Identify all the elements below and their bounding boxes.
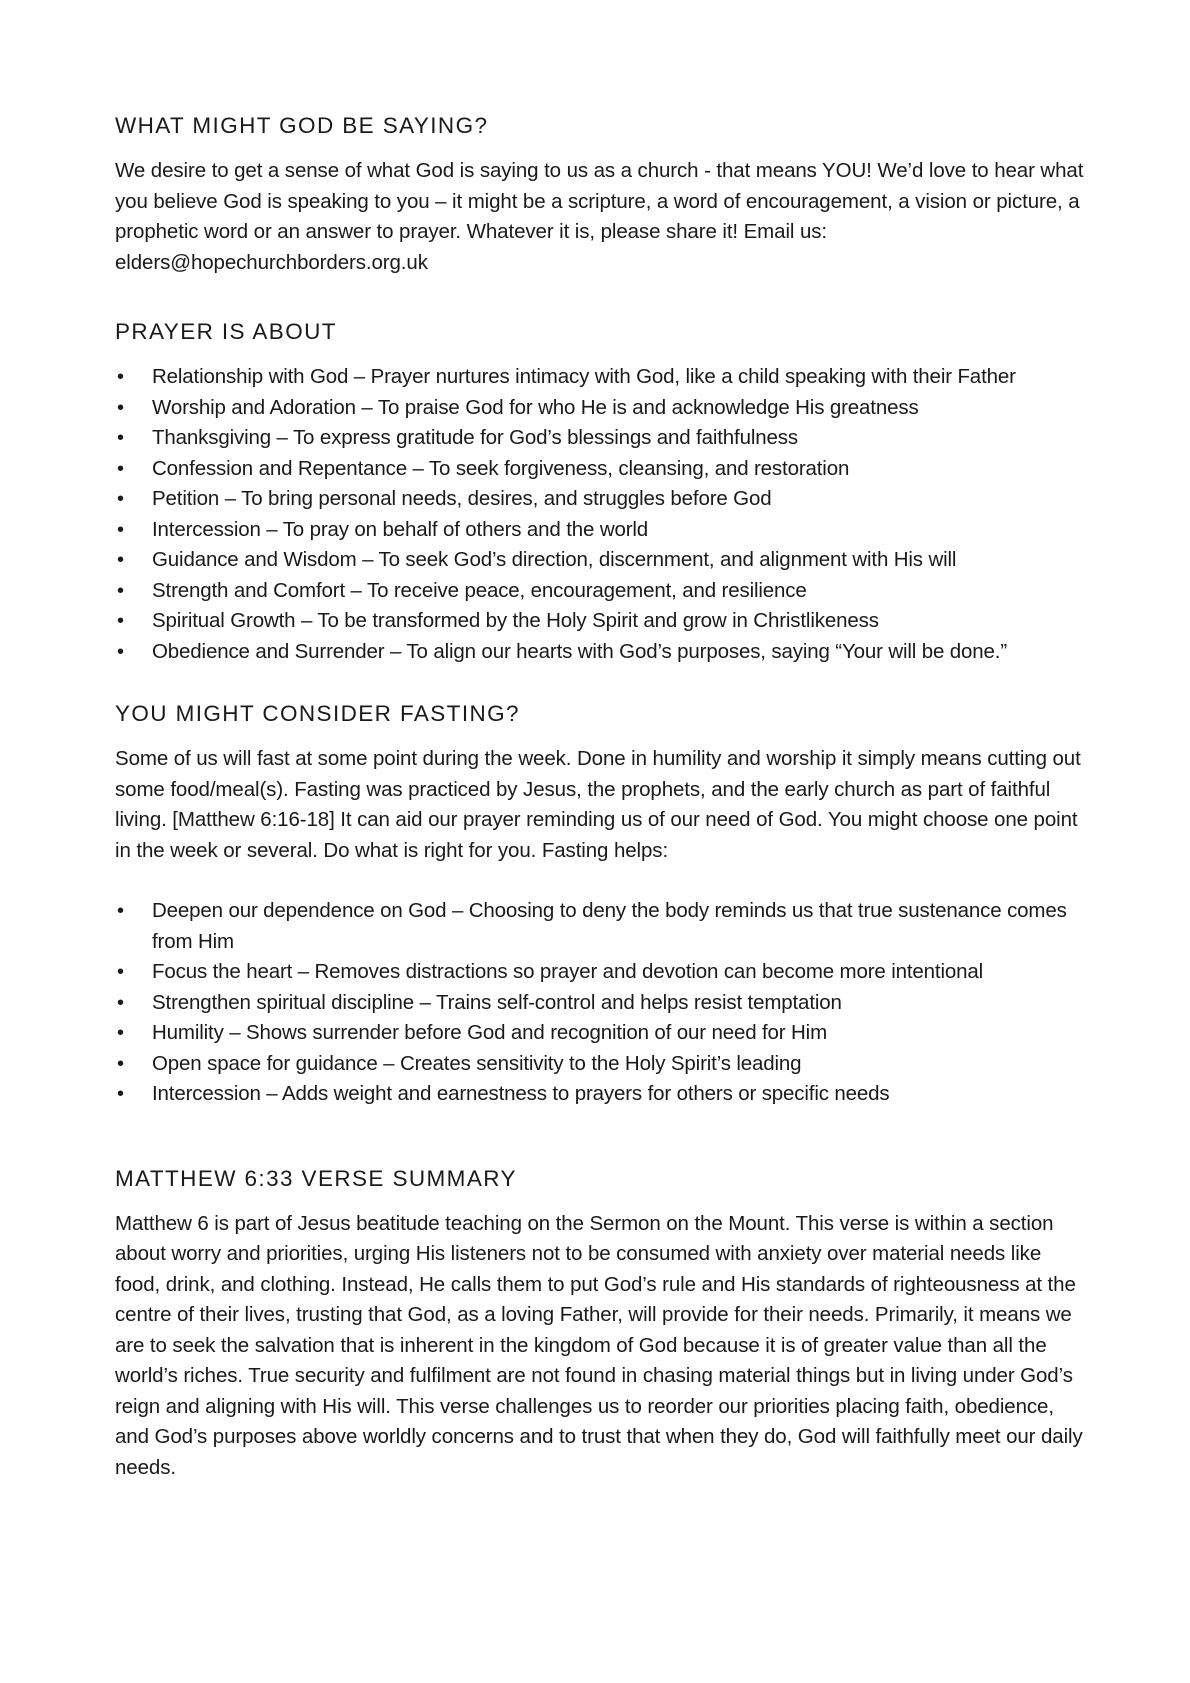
section-paragraph: Some of us will fast at some point during the week. Done in humility and worship it simply means cutting out some food/meal(s). Fasting was practiced by Jesus, the prophets, and the early church as part of faithful living. [Matthew 6:16-18] It can aid our prayer reminding us of our need of God. You might choose one point in the week or several. Do what is right for you. Fasting helps: (115, 747, 1081, 862)
bullet-icon: • (117, 366, 124, 388)
list-item: • Relationship with God – Prayer nurtures intimacy with God, like a child speaking with their Father (115, 362, 1090, 393)
bullet-icon: • (117, 1083, 124, 1105)
bullet-icon: • (117, 610, 124, 632)
section-heading: YOU MIGHT CONSIDER FASTING? (115, 701, 520, 726)
list-item: • Thanksgiving – To express gratitude for God’s blessings and faithfulness (115, 423, 1090, 454)
section-god-saying (115, 112, 1090, 278)
bullet-icon: • (117, 991, 124, 1014)
section-heading: MATTHEW 6:33 VERSE SUMMARY (115, 1165, 517, 1191)
section-heading: WHAT MIGHT GOD BE SAYING? (115, 113, 489, 138)
list-item: • Petition – To bring personal needs, desires, and struggles before God (115, 484, 1090, 515)
bullet-icon: • (117, 396, 124, 419)
bullet-icon: • (117, 518, 124, 541)
bullet-icon: • (117, 1052, 124, 1075)
list-item: • Obedience and Surrender – To align our hearts with God’s purposes, saying “Your will be done.” (115, 637, 1090, 668)
list-item: • Spiritual Growth – To be transformed by the Holy Spirit and grow in Christlikeness (115, 606, 1090, 637)
list-item: • Intercession – To pray on behalf of others and the world (115, 515, 1090, 546)
list-item: • Intercession – Adds weight and earnestness to prayers for others or specific needs (115, 1079, 1090, 1110)
section-matthew (115, 1165, 1090, 1484)
bullet-icon: • (117, 549, 124, 571)
list-item: • Focus the heart – Removes distractions so prayer and devotion can become more intentional (115, 957, 1090, 988)
bullet-icon: • (117, 488, 124, 510)
list-item: • Humility – Shows surrender before God and recognition of our need for Him (115, 1018, 1090, 1049)
section-prayer (115, 318, 1090, 667)
prayer-list (115, 362, 1090, 667)
section-paragraph: Matthew 6 is part of Jesus beatitude teaching on the Sermon on the Mount. This verse is within a section about worry and priorities, urging His listeners not to be consumed with anxiety over material needs like food, drink, and clothing. Instead, He calls them to put God’s rule and His standards of righteousness at the centre of their lives, trusting that God, as a loving Father, will provide for their needs. Primarily, it means we are to seek the salvation that is inherent in the kingdom of God because it is of greater value than all the world’s riches. True security and fulfilment are not found in chasing material things but in living under God’s reign and aligning with His will. This verse challenges us to reorder our priorities placing faith, obedience, and God’s purposes above worldly concerns and to trust that when they do, God will faithfully meet our daily needs. (115, 1211, 1083, 1479)
section-heading: PRAYER IS ABOUT (115, 319, 337, 344)
document-page (115, 112, 1090, 1483)
bullet-icon: • (117, 640, 124, 663)
list-item: • Confession and Repentance – To seek forgiveness, cleansing, and restoration (115, 454, 1090, 485)
bullet-icon: • (117, 1022, 124, 1044)
bullet-icon: • (117, 457, 124, 480)
list-item: • Deepen our dependence on God – Choosing to deny the body reminds us that true sustenance comes from Him (115, 896, 1090, 957)
bullet-icon: • (117, 579, 124, 602)
list-item: • Open space for guidance – Creates sensitivity to the Holy Spirit’s leading (115, 1049, 1090, 1080)
list-item: • Strengthen spiritual discipline – Trains self-control and helps resist temptation (115, 988, 1090, 1019)
bullet-icon: • (117, 961, 124, 983)
fasting-list (115, 896, 1090, 1110)
bullet-icon: • (117, 427, 124, 449)
list-item: • Worship and Adoration – To praise God for who He is and acknowledge His greatness (115, 393, 1090, 424)
section-fasting (115, 700, 1090, 1110)
bullet-icon: • (117, 900, 124, 922)
list-item: • Guidance and Wisdom – To seek God’s direction, discernment, and alignment with His will (115, 545, 1090, 576)
section-paragraph: We desire to get a sense of what God is saying to us as a church - that means YOU! We’d love to hear what you believe God is speaking to you – it might be a scripture, a word of encouragement, a vision or picture, a prophetic word or an answer to prayer. Whatever it is, please share it! Email us: elders@hopechurchborders.org.uk (115, 159, 1084, 274)
list-item: • Strength and Comfort – To receive peace, encouragement, and resilience (115, 576, 1090, 607)
